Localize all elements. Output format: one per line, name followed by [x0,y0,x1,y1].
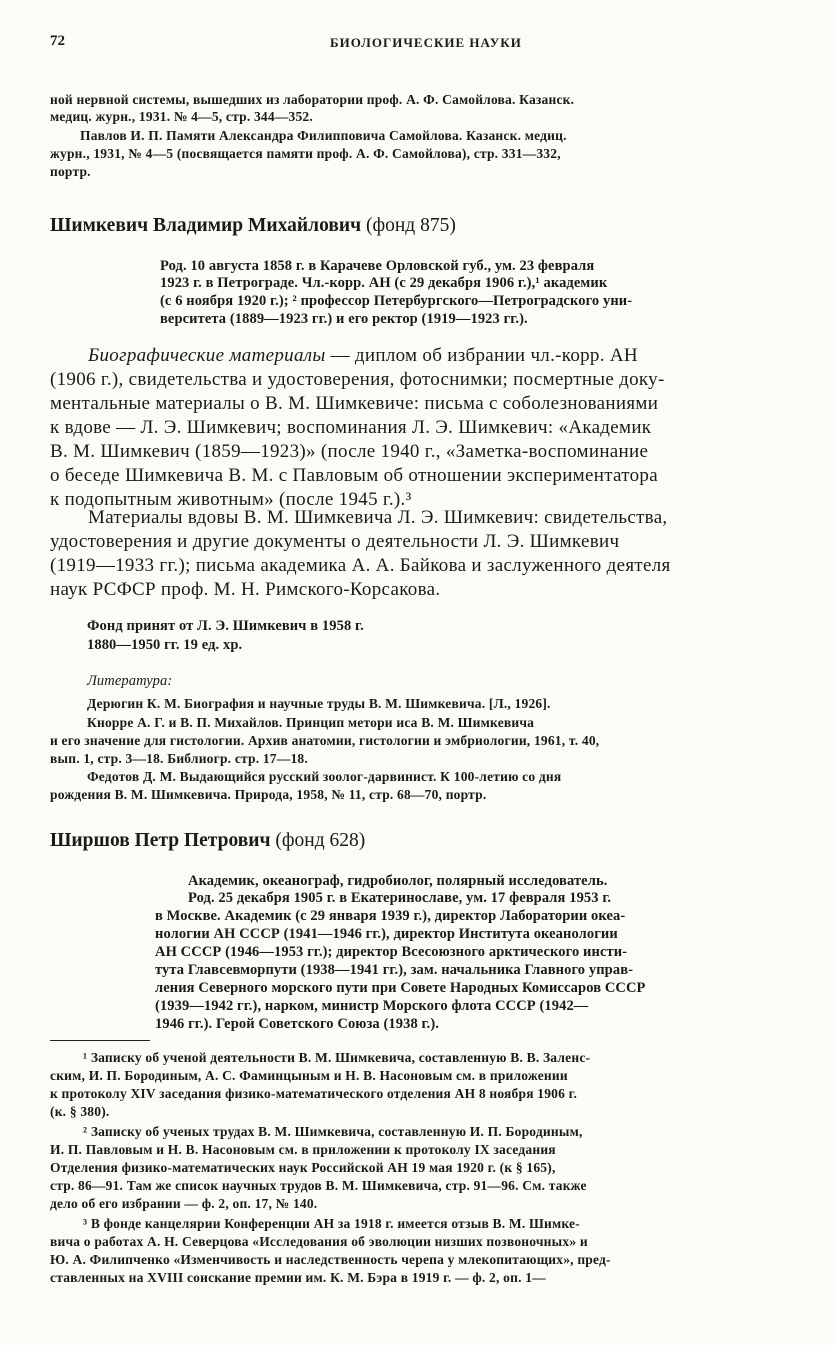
footnote-line: ским, И. П. Бородиным, А. С. Фаминцыным и Н. В. Насоновым см. в приложении [50,1068,568,1083]
text-line: ной нервной системы, вышедших из лаборатории проф. А. Ф. Самойлова. Казанск. [50,92,575,107]
page-number: 72 [50,33,65,49]
footnote-line: вича о работах А. Н. Северцова «Исследования об эволюции низших позвоночных» и [50,1234,588,1249]
literature-label: Литература: [87,673,173,689]
heading-name: Шимкевич Владимир Михайлович [50,215,362,236]
text-line: (1939—1942 гг.), нарком, министр Морского флота СССР (1942— [155,998,589,1014]
footnote-line: (к. § 380). [50,1104,110,1119]
text-line: (1919—1933 гг.); письма академика А. А. Байкова и заслуженного деятеля [50,555,671,576]
text-line: тута Главсевморпути (1938—1941 гг.), зам. начальника Главного управ- [155,962,634,978]
text-line: 1880—1950 гг. 19 ед. хр. [87,637,243,653]
footnote-line: стр. 86—91. Там же список научных трудов В. М. Шимкевича, стр. 91—96. См. также [50,1178,587,1193]
text-line: о беседе Шимкевича В. М. с Павловым об отношении экспериментатора [50,465,658,486]
text-line: Кнорре А. Г. и В. П. Михайлов. Принцип метори иса В. М. Шимкевича [87,715,535,730]
text-line: и его значение для гистологии. Архив анатомии, гистологии и эмбриологии, 1961, т. 40, [50,733,600,748]
text-line: вып. 1, стр. 3—18. Библиогр. стр. 17—18. [50,751,308,766]
footnote-line: ставленных на XVIII соискание премии им. К. М. Бэра в 1919 г. — ф. 2, оп. 1— [50,1270,546,1285]
text-line: Академик, океанограф, гидробиолог, полярный исследователь. [188,873,608,889]
text-line: Дерюгин К. М. Биография и научные труды В. М. Шимкевича. [Л., 1926]. [87,696,551,711]
text-line: к подопытным животным» (после 1945 г.).³ [50,489,412,510]
text-line: медиц. журн., 1931. № 4—5, стр. 344—352. [50,109,313,124]
entry-heading-shirshov [50,830,365,852]
text-line: 1923 г. в Петрограде. Чл.-корр. АН (с 29 декабря 1906 г.),¹ академик [160,275,608,291]
text-line: Павлов И. П. Памяти Александра Филипповича Самойлова. Казанск. медиц. [80,128,567,143]
heading-fond: (фонд 628) [275,830,366,851]
text-line: Федотов Д. М. Выдающийся русский зоолог-дарвинист. К 100-летию со дня [87,769,562,784]
footnote-line: ² Записку об ученых трудах В. М. Шимкевича, составленную И. П. Бородиным, [83,1124,583,1139]
text-line: рождения В. М. Шимкевича. Природа, 1958, № 11, стр. 68—70, портр. [50,787,487,802]
text-line: Биографические материалы — диплом об избрании чл.-корр. АН [88,345,638,366]
heading-name: Ширшов Петр Петрович [50,830,271,851]
text-line: ментальные материалы о В. М. Шимкевиче: письма с соболезнованиями [50,393,659,414]
footnote-line: дело об его избрании — ф. 2, оп. 17, № 140. [50,1196,318,1211]
text-line: в Москве. Академик (с 29 января 1939 г.), директор Лаборатории океа- [155,908,626,924]
materials-label: Биографические материалы [88,345,326,366]
text-line: к вдове — Л. Э. Шимкевич; воспоминания Л. Э. Шимкевич: «Академик [50,417,652,438]
footnote-line: к протоколу XIV заседания физико-математического отделения АН 8 ноября 1906 г. [50,1086,578,1101]
text-line: портр. [50,164,91,179]
text-line: Род. 10 августа 1858 г. в Карачеве Орловской губ., ум. 23 февраля [160,258,595,274]
heading-fond: (фонд 875) [365,215,456,236]
text-line: наук РСФСР проф. М. Н. Римского-Корсакова. [50,579,441,600]
text-line: АН СССР (1946—1953 гг.); директор Всесоюзного арктического инсти- [155,944,628,960]
text-line: журн., 1931, № 4—5 (посвящается памяти проф. А. Ф. Самойлова), стр. 331—332, [50,146,561,161]
text-line: Фонд принят от Л. Э. Шимкевич в 1958 г. [87,618,364,634]
footnote-line: И. П. Павловым и Н. В. Насоновым см. в приложении к протоколу IX заседания [50,1142,556,1157]
text-line: нологии АН СССР (1941—1946 гг.), директор Института океанологии [155,926,618,942]
running-title: БИОЛОГИЧЕСКИЕ НАУКИ [330,35,522,50]
footnote-line: Ю. А. Филипченко «Изменчивость и наследственность черепа у млекопитающих», пред- [50,1252,611,1267]
entry-heading-shimkevich [50,215,456,237]
text-line: удостоверения и другие документы о деятельности Л. Э. Шимкевич [50,531,620,552]
footnote-line: ³ В фонде канцелярии Конференции АН за 1918 г. имеется отзыв В. М. Шимке- [83,1216,580,1231]
text-line: ления Северного морского пути при Совете Народных Комиссаров СССР [155,980,646,996]
text-line: Род. 25 декабря 1905 г. в Екатеринославе, ум. 17 февраля 1953 г. [188,890,612,906]
text-line: (1906 г.), свидетельства и удостоверения, фотоснимки; посмертные доку- [50,369,665,390]
text-line: 1946 гг.). Герой Советского Союза (1938 г.). [155,1016,439,1032]
text-line: В. М. Шимкевич (1859—1923)» (после 1940 г., «Заметка-воспоминание [50,441,649,462]
text-line: верситета (1889—1923 гг.) и его ректор (1919—1923 гг.). [160,311,528,327]
footnote-line: Отделения физико-математических наук Российской АН 19 мая 1920 г. (к § 165), [50,1160,556,1175]
text-line: (с 6 ноября 1920 г.); ² профессор Петербургского—Петроградского уни- [160,293,633,309]
footnote-line: ¹ Записку об ученой деятельности В. М. Шимкевича, составленную В. В. Заленс- [83,1050,591,1065]
footnote-rule [50,1040,150,1041]
text-line: Материалы вдовы В. М. Шимкевича Л. Э. Шимкевич: свидетельства, [88,507,668,528]
